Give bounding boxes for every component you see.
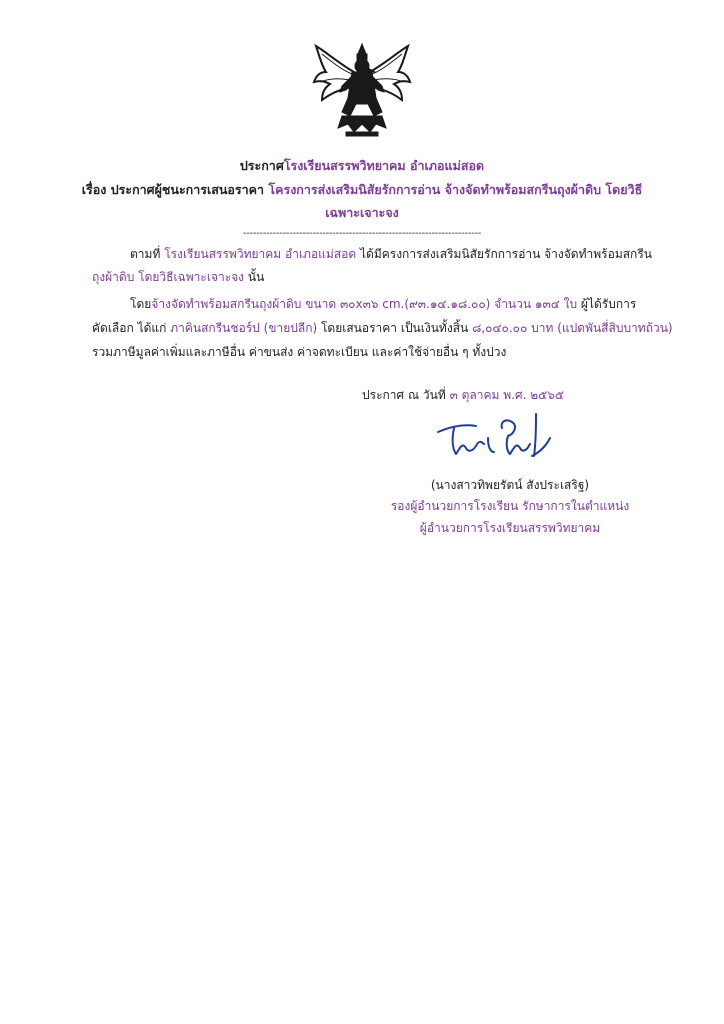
subject-project: โครงการส่งเสริมนิสัยรักการอ่าน จ้างจัดทำพร้อมสกรีนถุงผ้าดิบ โดยวิธี: [268, 182, 643, 197]
garuda-emblem-icon: [312, 42, 412, 138]
date-prefix: ประกาศ ณ วันที่: [362, 388, 446, 402]
p1-prefix: ตามที่: [130, 247, 161, 261]
p2-prefix: โดย: [130, 297, 152, 311]
p2-line2-mid: โดยเสนอราคา เป็นเงินทั้งสิ้น: [320, 321, 469, 335]
paragraph-2-line-3: รวมภาษีมูลค่าเพิ่มและภาษีอื่น ค่าขนส่ง ค่าจดทะเบียน และค่าใช้จ่ายอื่น ๆ ทั้งปวง: [92, 345, 507, 359]
title-school: โรงเรียนสรรพวิทยาคม อำเภอแม่สอด: [283, 158, 485, 173]
date-value: ๓ ตุลาคม พ.ศ. ๒๕๖๕: [449, 388, 564, 402]
subject-prefix: เรื่อง ประกาศผู้ชนะการเสนอราคา: [81, 182, 265, 197]
paragraph-2-line-2: [92, 319, 673, 338]
p1-mid: ได้มีครงการส่งเสริมนิสัยรักการอ่าน จ้างจัดทำพร้อมสกรีน: [359, 247, 652, 261]
signer-position: รองผู้อำนวยการโรงเรียน รักษาการในตำแหน่ง: [390, 499, 630, 513]
p1-school: โรงเรียนสรรพวิทยาคม อำเภอแม่สอด: [164, 247, 357, 261]
p2-amount: ๘,๐๔๐.๐๐: [472, 321, 528, 335]
subject-method: เฉพาะเจาะจง: [325, 205, 399, 220]
paragraph-1-line-1: [130, 245, 652, 264]
p2-line2-prefix: คัดเลือก ได้แก่: [92, 321, 167, 335]
p2-line2-end: บาท (แปดพันสี่สิบบาทถ้วน): [531, 321, 673, 335]
subject-line: [0, 180, 724, 200]
handwritten-signature: [432, 408, 556, 466]
announcement-title: [0, 156, 724, 176]
p2-item: จ้างจัดทำพร้อมสกรีนถุงผ้าดิบ ขนาด ๓๐x๓๖ cm.(๙๓.๑๔.๑๘.๐๐) จำนวน ๑๓๔ ใบ: [151, 297, 578, 311]
p1-end: นั้น: [247, 270, 265, 284]
announcement-date: [362, 386, 564, 405]
paragraph-2-line-1: [130, 295, 636, 314]
p1-line2: ถุงผ้าดิบ โดยวิธีเฉพาะเจาะจง: [92, 270, 245, 284]
paragraph-1-line-2: [92, 268, 264, 287]
p2-vendor: ภาคินสกรีนชอร์ป (ขายปลีก): [170, 321, 318, 335]
p2-tail: ผู้ได้รับการ: [580, 297, 637, 311]
signer-name: (นางสาวทิพยรัตน์ สังประเสริฐ): [430, 478, 590, 492]
separator-line: ------------------------------------------------------------------------: [242, 228, 482, 239]
signer-position-2: ผู้อำนวยการโรงเรียนสรรพวิทยาคม: [419, 521, 601, 535]
title-prefix: ประกาศ: [239, 158, 284, 173]
